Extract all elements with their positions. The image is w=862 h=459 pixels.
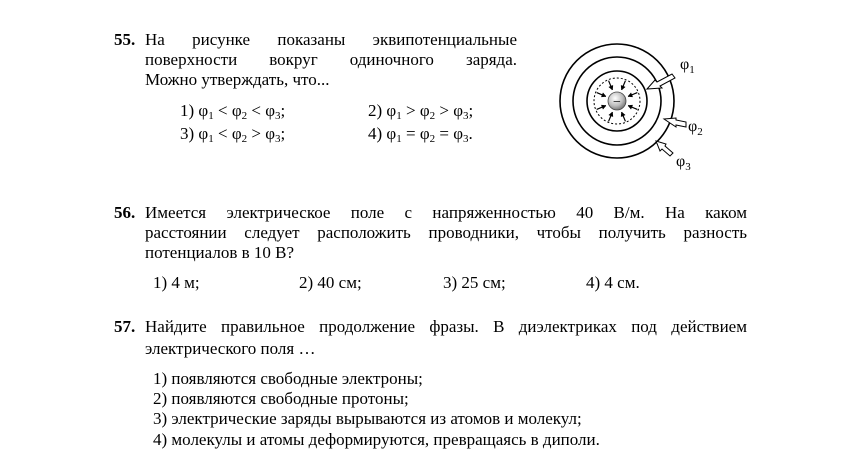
question-text-line: электрического поля … bbox=[145, 339, 316, 358]
phi3-label: $\varphi_3$ bbox=[676, 153, 691, 173]
question-number: 55. bbox=[114, 30, 136, 49]
question-text-line: поверхности вокруг одиночного заряда. bbox=[145, 50, 517, 69]
question-number: 57. bbox=[114, 317, 136, 336]
answer-option: 3) электрические заряды вырываются из атомов и молекул; bbox=[153, 409, 582, 428]
answer-option: 1) $\varphi_1 < \varphi_2 < \varphi_3$; bbox=[180, 101, 286, 122]
field-arrow-head bbox=[628, 93, 633, 97]
field-arrow-head bbox=[601, 105, 606, 109]
answer-option: 4) молекулы и атомы деформируются, превращаясь в диполи. bbox=[153, 430, 600, 449]
question-text-line: Можно утверждать, что... bbox=[145, 70, 330, 89]
answer-option: 1) 4 м; bbox=[153, 273, 200, 292]
question-text-line: На рисунке показаны эквипотенциальные bbox=[145, 30, 517, 49]
answer-option: 3) 25 см; bbox=[443, 273, 506, 292]
equipotential-figure bbox=[556, 33, 716, 183]
field-arrow-head bbox=[628, 105, 633, 109]
question-text-line: расстоянии следует расположить проводники, чтобы получить разность bbox=[145, 223, 747, 242]
field-arrow-head bbox=[601, 93, 606, 97]
answer-option: 1) появляются свободные электроны; bbox=[153, 369, 423, 388]
question-number: 56. bbox=[114, 203, 136, 222]
answer-option: 4) $\varphi_1 = \varphi_2 = \varphi_3$. bbox=[368, 124, 473, 145]
answer-option: 2) $\varphi_1 > \varphi_2 > \varphi_3$; bbox=[368, 101, 474, 122]
pointer-arrow-phi3 bbox=[656, 141, 673, 156]
charge-sign: − bbox=[613, 95, 621, 110]
field-arrow-head bbox=[609, 85, 613, 90]
answer-option: 2) 40 см; bbox=[299, 273, 362, 292]
phi1-label: $\varphi_1$ bbox=[680, 56, 695, 76]
question-text-line: Имеется электрическое поле с напряженностью 40 В/м. На каком bbox=[145, 203, 747, 222]
answer-option: 4) 4 см. bbox=[586, 273, 640, 292]
question-text-line: Найдите правильное продолжение фразы. В диэлектриках под действием bbox=[145, 317, 747, 336]
field-arrow-head bbox=[621, 85, 625, 90]
answer-option: 3) $\varphi_1 < \varphi_2 > \varphi_3$; bbox=[180, 124, 286, 145]
answer-option: 2) появляются свободные протоны; bbox=[153, 389, 409, 408]
phi2-label: $\varphi_2$ bbox=[688, 118, 703, 138]
pointer-arrow-phi2 bbox=[664, 118, 686, 127]
field-arrow-head bbox=[609, 112, 613, 117]
field-arrow-head bbox=[621, 112, 625, 117]
question-text-line: потенциалов в 10 В? bbox=[145, 243, 295, 262]
